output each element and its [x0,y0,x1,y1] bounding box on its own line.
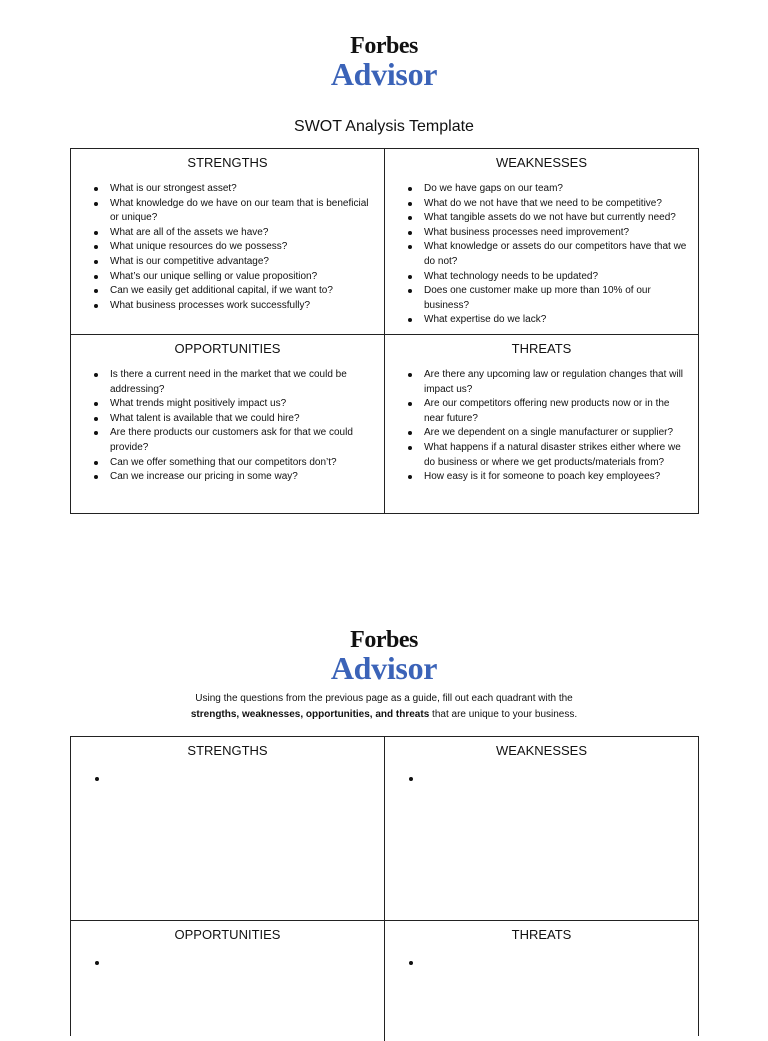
opportunities-quadrant [71,335,385,513]
bullet-icon [94,461,98,465]
bullet-icon [94,202,98,206]
weaknesses-question-list [405,182,692,328]
logo-advisor-text: Advisor [330,56,438,92]
strengths-heading: STRENGTHS [187,155,268,170]
swot-question-grid [70,148,699,514]
bullet-icon [94,431,98,435]
bullet-icon [94,373,98,377]
bullet-icon [408,231,412,235]
question-item [405,284,692,313]
strengths-quadrant [71,149,385,335]
logo-advisor-text: Advisor [330,650,438,686]
question-item [405,470,692,485]
weaknesses-heading: WEAKNESSES [495,743,588,758]
question-item [91,182,378,197]
question-text: Can we offer something that our competitors don’t? [110,456,337,468]
question-text: What’s our unique selling or value proposition? [110,270,318,282]
threats-quadrant [385,335,698,513]
question-text: Can we easily get additional capital, if we want to? [110,285,333,297]
question-item [405,270,692,285]
question-item [405,368,692,397]
question-item [405,211,692,226]
question-item [91,255,378,270]
question-text: What is our competitive advantage? [110,255,269,267]
question-item [405,441,692,470]
question-text: What is our strongest asset? [110,183,237,194]
question-text: What do we not have that we need to be competitive? [424,197,662,209]
bullet-icon [94,475,98,479]
question-item [91,412,378,427]
opportunities-heading: OPPORTUNITIES [174,927,281,942]
instructions-line-2 [0,707,768,723]
bullet-icon [408,431,412,435]
bullet-icon [94,417,98,421]
bullet-icon [94,231,98,235]
opportunities-question-list [91,368,378,485]
weaknesses-quadrant [385,149,698,335]
bullet-icon [94,275,98,279]
swot-fill-in-grid [70,736,699,1036]
question-text: What knowledge do we have on our team that is beneficial or unique? [110,197,369,224]
instructions-text [0,691,768,723]
question-item [405,182,692,197]
question-text: What expertise do we lack? [424,314,547,326]
bullet-icon [94,260,98,264]
bullet-icon [408,245,412,249]
bullet-icon [94,304,98,308]
weaknesses-heading: WEAKNESSES [495,155,588,170]
strengths-fill-quadrant[interactable] [71,737,385,921]
question-item [405,397,692,426]
question-text: How easy is it for someone to poach key employees? [424,471,661,483]
instructions-rest: that are unique to your business. [429,709,578,720]
bullet-icon [408,202,412,206]
page-title: SWOT Analysis Template [294,118,474,135]
question-item [91,299,378,314]
question-item [405,197,692,212]
question-text: Are we dependent on a single manufacturer or supplier? [424,427,674,439]
question-item [405,226,692,241]
logo-forbes-text: Forbes [350,627,418,653]
question-item [405,426,692,441]
question-item [91,368,378,397]
question-text: Are there any upcoming law or regulation changes that will impact us? [424,369,684,395]
question-text: Is there a current need in the market that we could be addressing? [110,369,347,395]
question-text: Are there products our customers ask for that we could provide? [110,427,353,453]
question-text: What are all of the assets we have? [110,226,269,238]
forbes-advisor-logo [0,34,768,90]
bullet-icon [408,275,412,279]
question-item [91,397,378,412]
bullet-icon [409,777,413,781]
question-text: What talent is available that we could hire? [110,412,300,424]
bullet-icon [408,446,412,450]
question-item [91,284,378,299]
threats-question-list [405,368,692,485]
question-text: What technology needs to be updated? [424,270,599,282]
bullet-icon [409,961,413,965]
bullet-icon [408,318,412,322]
question-text: What happens if a natural disaster strikes either where we do business or where we get products/materials from? [424,441,681,468]
question-item [91,270,378,285]
question-item [91,240,378,255]
opportunities-heading: OPPORTUNITIES [174,341,281,356]
question-text: Are our competitors offering new products now or in the near future? [424,398,670,424]
question-text: Do we have gaps on our team? [424,183,563,194]
question-item [91,226,378,241]
bullet-icon [94,187,98,191]
question-text: What trends might positively impact us? [110,398,287,410]
logo-forbes-text: Forbes [350,33,418,59]
bullet-icon [94,289,98,293]
bullet-icon [408,402,412,406]
question-text: What business processes need improvement? [424,226,630,238]
strengths-question-list [91,182,378,313]
bullet-icon [408,216,412,220]
threats-heading: THREATS [511,341,572,356]
question-item [91,456,378,471]
question-item [91,426,378,455]
threats-heading: THREATS [511,927,572,942]
question-text: Does one customer make up more than 10% of our business? [424,285,651,311]
question-item [405,313,692,328]
bullet-icon [94,402,98,406]
strengths-heading: STRENGTHS [187,743,268,758]
question-text: What tangible assets do we not have but currently need? [424,212,676,224]
instructions-line-1: Using the questions from the previous page as a guide, fill out each quadrant with the [195,693,573,704]
bullet-icon [408,373,412,377]
question-text: What business processes work successfully? [110,299,311,311]
question-item [91,470,378,485]
bullet-icon [95,777,99,781]
threats-fill-quadrant[interactable] [385,921,698,1041]
question-text: What knowledge or assets do our competitors have that we do not? [424,241,687,267]
forbes-advisor-logo-page-2 [0,628,768,684]
bullet-icon [408,187,412,191]
instructions-bold: strengths, weaknesses, opportunities, and threats [190,709,430,720]
weaknesses-fill-quadrant[interactable] [385,737,698,921]
bullet-icon [95,961,99,965]
question-text: Can we increase our pricing in some way? [110,471,298,483]
question-item [91,197,378,226]
opportunities-fill-quadrant[interactable] [71,921,385,1041]
question-item [405,240,692,269]
bullet-icon [94,245,98,249]
question-text: What unique resources do we possess? [110,241,288,253]
bullet-icon [408,289,412,293]
bullet-icon [408,475,412,479]
